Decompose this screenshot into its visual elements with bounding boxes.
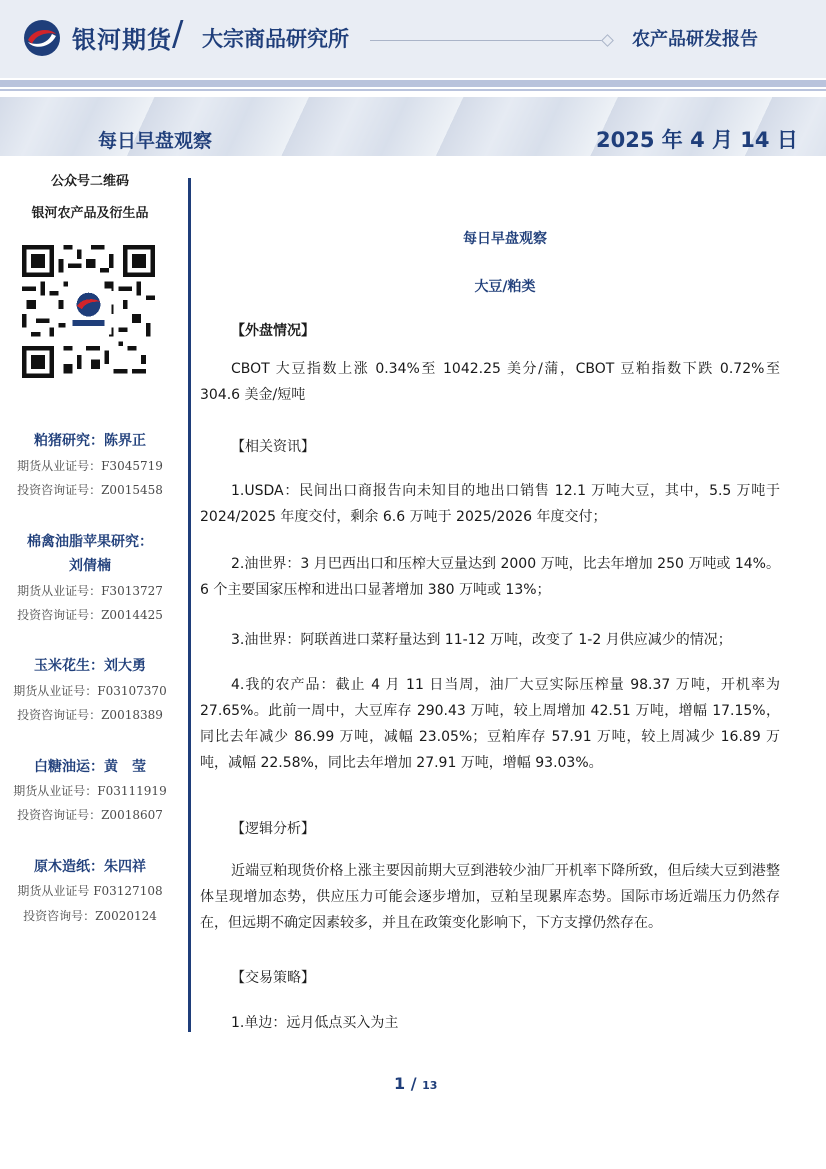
qr-title: 公众号二维码	[50, 174, 129, 189]
header-divider	[370, 40, 602, 41]
analyst-2-license1: 期货从业证号：F3013727	[17, 584, 163, 598]
paragraph-news-1: 1.USDA：民间出口商报告向未知目的地出口销售 12.1 万吨大豆，其中，5.5 万吨于 2024/2025 年度交付，剩余 6.6 万吨于 2025/2026 年度交付；	[200, 483, 780, 525]
header-slash: /	[172, 14, 184, 54]
header-rule-thin	[0, 89, 826, 91]
main-title: 每日早盘观察	[463, 231, 547, 247]
report-title: 每日早盘观察	[98, 130, 213, 152]
page-total: 13	[422, 1079, 438, 1092]
qr-code-icon	[22, 245, 155, 378]
analyst-5-license1: 期货从业证号 F03127108	[17, 884, 163, 898]
paragraph-logic: 近端豆粕现货价格上涨主要因前期大豆到港较少油厂开机率下降所致，但后续大豆到港整体呈现增加态势，供应压力可能会逐步增加，豆粕呈现累库态势。国际市场近端压力仍然存在，但远期不确定因素较多，并且在政策变化影响下，下方支撑仍然存在。	[200, 863, 780, 931]
page-separator: /	[410, 1074, 417, 1093]
report-type: 农产品研发报告	[632, 29, 758, 50]
analyst-5-license2: 投资咨询号：Z0020124	[23, 909, 157, 923]
company-logo-icon	[22, 18, 62, 58]
page-current: 1	[394, 1074, 406, 1093]
analyst-3-license2: 投资咨询证号：Z0018389	[17, 708, 163, 722]
analyst-2-name: 刘倩楠	[69, 558, 111, 574]
analyst-4-license2: 投资咨询证号：Z0018607	[17, 808, 163, 822]
paragraph-news-4: 4.我的农产品：截止 4 月 11 日当周，油厂大豆实际压榨量 98.37 万吨，开机率为 27.65%。此前一周中，大豆库存 290.43 万吨，较上周增加 42.51 万吨，增幅 17.15%，同比去年减少 86.99 万吨，减幅 23.05%；豆粕库存 57.91 万吨，较上周减少 16.89 万吨，减幅 22.58%，同比去年增加 27.91 万吨，增幅 93.03%。	[200, 677, 780, 771]
paragraph-external: CBOT 大豆指数上涨 0.34%至 1042.25 美分/蒲，CBOT 豆粕指数下跌 0.72%至 304.6 美金/短吨	[200, 361, 780, 403]
analyst-1-license1: 期货从业证号：F3045719	[17, 459, 163, 473]
heading-news: 【相关资讯】	[231, 439, 315, 455]
analyst-2-role: 棉禽油脂苹果研究：	[27, 534, 153, 550]
analyst-4-license1: 期货从业证号：F03111919	[13, 784, 167, 798]
analyst-3-role: 玉米花生：刘大勇	[34, 658, 146, 674]
heading-logic: 【逻辑分析】	[231, 821, 315, 837]
header-rule	[0, 80, 826, 87]
qr-subtitle: 银河农产品及衍生品	[31, 206, 149, 221]
analyst-3-license1: 期货从业证号：F03107370	[13, 684, 167, 698]
page-number	[394, 1074, 437, 1093]
paragraph-news-2: 2.油世界：3 月巴西出口和压榨大豆量达到 2000 万吨，比去年增加 250 万吨或 14%。6 个主要国家压榨和进出口显著增加 380 万吨或 13%；	[200, 556, 780, 598]
heading-external: 【外盘情况】	[231, 323, 315, 339]
analyst-4-role: 白糖油运：黄 莹	[34, 759, 146, 775]
institute-name: 大宗商品研究所	[202, 27, 349, 51]
analyst-1-role: 粕猪研究：陈界正	[34, 433, 146, 449]
analyst-2-license2: 投资咨询证号：Z0014425	[17, 608, 163, 622]
sidebar-divider	[188, 178, 191, 1032]
section-title: 大豆/粕类	[474, 279, 536, 295]
analyst-1-license2: 投资咨询证号：Z0015458	[17, 483, 163, 497]
heading-strategy: 【交易策略】	[231, 970, 315, 986]
paragraph-news-3: 3.油世界：阿联酋进口菜籽量达到 11-12 万吨，改变了 1-2 月供应减少的情况；	[231, 632, 732, 648]
company-name: 银河期货	[72, 26, 172, 54]
analyst-5-role: 原木造纸：朱四祥	[34, 859, 146, 875]
report-date: 2025 年 4 月 14 日	[596, 128, 798, 152]
paragraph-strategy-1: 1.单边：远月低点买入为主	[231, 1015, 399, 1031]
